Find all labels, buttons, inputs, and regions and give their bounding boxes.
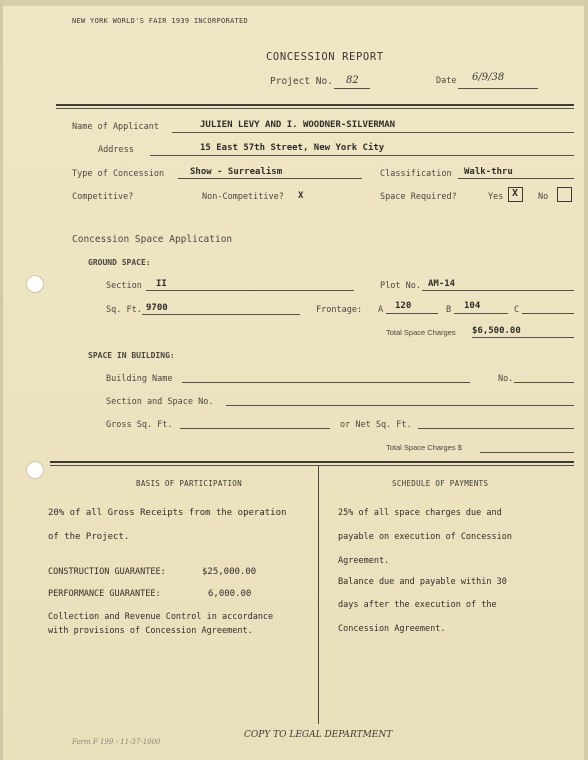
- building-no-label: No.: [498, 374, 514, 384]
- project-no-label: Project No.: [270, 76, 333, 87]
- column-divider: [318, 466, 319, 724]
- plot-label: Plot No.: [380, 281, 421, 291]
- address-value: 15 East 57th Street, New York City: [200, 143, 385, 153]
- report-title: CONCESSION REPORT: [266, 51, 384, 63]
- yes-check-mark: X: [512, 188, 519, 199]
- frontage-c-label: C: [514, 305, 520, 315]
- sqft-label: Sq. Ft.: [106, 305, 142, 315]
- date-value: 6/9/38: [472, 72, 505, 83]
- concession-type-label: Type of Concession: [72, 169, 165, 179]
- classification-label: Classification: [380, 169, 452, 179]
- total-charges-label: Total Space Charges: [386, 328, 456, 337]
- ground-space-heading: GROUND SPACE:: [88, 258, 151, 267]
- noncompetitive-label: Non-Competitive?: [202, 192, 284, 202]
- payments-line-3: Agreement.: [338, 556, 390, 566]
- no-label: No: [538, 192, 549, 202]
- participation-line-1: 20% of all Gross Receipts from the operation: [48, 508, 287, 518]
- payments-heading: SCHEDULE OF PAYMENTS: [392, 479, 489, 488]
- header-rule-1: [56, 104, 574, 106]
- plot-line: [422, 290, 574, 291]
- section-line: [146, 290, 354, 291]
- total-charges-building-line: [480, 452, 574, 453]
- revenue-control-line-2: with provisions of Concession Agreement.: [48, 626, 253, 636]
- page-edge-left: [0, 0, 3, 760]
- space-required-label: Space Required?: [380, 192, 457, 202]
- concession-type-value: Show - Surrealism: [190, 167, 283, 177]
- punch-hole-bottom: [26, 461, 44, 479]
- sqft-line: [142, 314, 300, 315]
- frontage-c-line: [522, 313, 574, 314]
- frontage-b-line: [454, 313, 508, 314]
- revenue-control-line-1: Collection and Revenue Control in accordance: [48, 612, 274, 622]
- building-space-heading: SPACE IN BUILDING:: [88, 351, 175, 360]
- total-charges-building-label: Total Space Charges $: [386, 443, 462, 452]
- total-charges-line: [472, 337, 574, 338]
- address-label: Address: [98, 145, 134, 155]
- frontage-a-line: [386, 313, 438, 314]
- net-sqft-line: [418, 428, 574, 429]
- page-edge-top: [0, 0, 588, 6]
- participation-heading: BASIS OF PARTICIPATION: [136, 479, 242, 488]
- section-rule-1: [50, 461, 574, 463]
- project-no-line: [334, 88, 370, 89]
- concession-type-line: [178, 178, 362, 179]
- noncompetitive-mark: X: [298, 191, 304, 201]
- applicant-name-label: Name of Applicant: [72, 122, 159, 132]
- space-application-heading: Concession Space Application: [72, 234, 233, 245]
- participation-line-2: of the Project.: [48, 532, 130, 542]
- payments-line-1: 25% of all space charges due and: [338, 508, 502, 518]
- applicant-name-line: [172, 132, 574, 133]
- payments-line-4: Balance due and payable within 30: [338, 577, 507, 587]
- date-label: Date: [436, 76, 457, 86]
- header-rule-2: [56, 108, 574, 109]
- frontage-label: Frontage:: [316, 305, 363, 315]
- gross-sqft-label: Gross Sq. Ft.: [106, 420, 173, 430]
- payments-line-5: days after the execution of the: [338, 600, 497, 610]
- net-sqft-label: or Net Sq. Ft.: [340, 420, 412, 430]
- section-space-label: Section and Space No.: [106, 397, 214, 407]
- yes-label: Yes: [488, 192, 504, 202]
- date-line: [458, 88, 538, 89]
- page-edge-right: [584, 0, 588, 760]
- section-label: Section: [106, 281, 142, 291]
- no-checkbox: [557, 187, 572, 202]
- section-rule-2: [50, 465, 574, 466]
- performance-guarantee-label: PERFORMANCE GUARANTEE:: [48, 589, 161, 599]
- frontage-b-value: 104: [464, 301, 481, 311]
- plot-value: AM-14: [428, 279, 456, 289]
- payments-line-2: payable on execution of Concession: [338, 532, 512, 542]
- frontage-a-label: A: [378, 305, 384, 315]
- classification-value: Walk-thru: [464, 167, 513, 177]
- total-charges-value: $6,500.00: [472, 326, 521, 336]
- org-name: NEW YORK WORLD'S FAIR 1939 INCORPORATED: [72, 17, 249, 25]
- project-no-value: 82: [346, 75, 359, 86]
- classification-line: [458, 178, 574, 179]
- sqft-value: 9700: [146, 303, 168, 313]
- payments-line-6: Concession Agreement.: [338, 624, 446, 634]
- building-name-line: [182, 382, 470, 383]
- frontage-a-value: 120: [395, 301, 412, 311]
- section-value: II: [156, 279, 167, 289]
- copy-to-legal: COPY TO LEGAL DEPARTMENT: [244, 730, 393, 740]
- gross-sqft-line: [180, 428, 330, 429]
- competitive-label: Competitive?: [72, 192, 134, 202]
- address-line: [150, 155, 574, 156]
- form-number: Form F 199 - 11-37-1000: [72, 738, 161, 746]
- construction-guarantee-value: $25,000.00: [202, 567, 257, 577]
- applicant-name-value: JULIEN LEVY AND I. WOODNER-SILVERMAN: [200, 120, 396, 130]
- building-name-label: Building Name: [106, 374, 173, 384]
- building-no-line: [514, 382, 574, 383]
- construction-guarantee-label: CONSTRUCTION GUARANTEE:: [48, 567, 166, 577]
- section-space-line: [226, 405, 574, 406]
- frontage-b-label: B: [446, 305, 452, 315]
- performance-guarantee-value: 6,000.00: [208, 589, 252, 599]
- punch-hole-top: [26, 275, 44, 293]
